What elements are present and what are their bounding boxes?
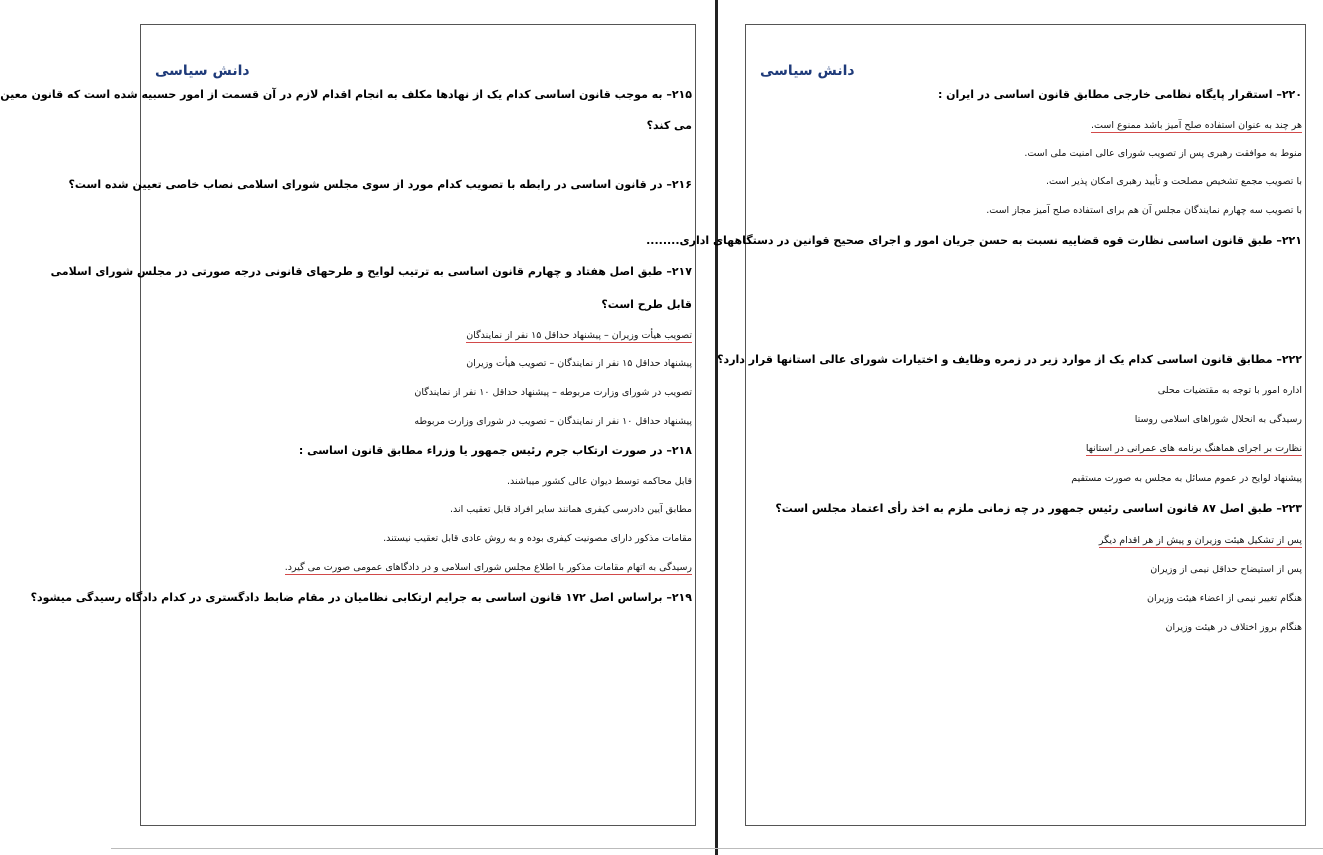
question-223-option-2: پس از استیضاح حداقل نیمی از وزیران (1150, 564, 1302, 575)
question-220-option-3: با تصویب مجمع تشخیص مصلحت و تأیید رهبری امکان پذیر است. (1045, 176, 1302, 187)
question-223: ۲۲۳– طبق اصل ۸۷ قانون اساسی رئیس جمهور در چه زمانی ملزم به اخذ رأی اعتماد مجلس است؟ (775, 502, 1302, 515)
question-222-option-4: پیشنهاد لوایح در عموم مسائل به مجلس به صورت مستقیم (1071, 473, 1302, 484)
document-page-left (0, 24, 696, 826)
option-answer: هر چند به عنوان استفاده صلح آمیز باشد ممنوع است. (1091, 120, 1302, 131)
option-answer: تصویب هیأت وزیران – پیشنهاد حداقل ۱۵ نفر از نمایندگان (466, 330, 692, 341)
bottom-edge-line (111, 848, 1323, 849)
page-header-title: دانش سیاسی (760, 63, 855, 79)
question-218-option-3: مقامات مذکور دارای مصونیت کیفری بوده و به روش عادی قابل تعقیب نیستند. (383, 533, 692, 544)
question-223-option-1 (746, 535, 1305, 546)
question-218-option-1: قابل محاکمه توسط دیوان عالی کشور میباشند. (507, 476, 692, 487)
question-220-option-1 (746, 120, 1305, 131)
question-220: ۲۲۰– استقرار پایگاه نظامی خارجی مطابق قانون اساسی در ایران : (937, 88, 1302, 101)
question-220-option-4: با تصویب سه چهارم نمایندگان مجلس آن هم برای استفاده صلح آمیز مجاز است. (986, 205, 1302, 216)
question-221: ۲۲۱– طبق قانون اساسی نظارت قوه قضاییه نسبت به حسن جریان امور و اجرای صحیح قوانین در دستگاههای اداری........ (646, 234, 1302, 247)
question-219: ۲۱۹– براساس اصل ۱۷۲ قانون اساسی به جرایم ارتکابی نظامیان در مقام ضابط دادگستری در کدام دادگاه رسیدگی میشود؟ (30, 591, 692, 604)
question-218-option-2: مطابق آیین دادرسی کیفری همانند سایر افراد قابل تعقیب اند. (449, 504, 692, 515)
question-217-line1: ۲۱۷– طبق اصل هفتاد و چهارم قانون اساسی به ترتیب لوایح و طرحهای قانونی درجه صورتی در مجلس شورای اسلامی (50, 265, 692, 278)
question-222-option-3 (746, 443, 1305, 454)
question-222: ۲۲۲– مطابق قانون اساسی کدام یک از موارد زیر در زمره وظایف و اختیارات شورای عالی استانها قرار دارد؟ (717, 353, 1302, 366)
question-217-line2: قابل طرح است؟ (601, 298, 692, 311)
question-217-option-4: پیشنهاد حداقل ۱۰ نفر از نمایندگان – تصویب در شورای وزارت مربوطه (414, 416, 692, 427)
question-215-line1: ۲۱۵– به موجب قانون اساسی کدام یک از نهادها مکلف به انجام اقدام لازم در آن قسمت از امور حسبیه شده است که قانون معین (0, 88, 692, 101)
question-215-line2: می کند؟ (646, 119, 692, 132)
question-220-option-2: منوط به موافقت رهبری پس از تصویب شورای عالی امنیت ملی است. (1024, 148, 1302, 159)
question-217-option-3: تصویب در شورای وزارت مربوطه – پیشنهاد حداقل ۱۰ نفر از نمایندگان (414, 387, 692, 398)
question-216: ۲۱۶– در قانون اساسی در رابطه با تصویب کدام مورد از سوی مجلس شورای اسلامی نصاب خاصی تعیین شده است؟ (68, 178, 692, 191)
question-217-option-1 (141, 330, 695, 341)
question-218-option-4 (141, 562, 695, 573)
option-answer: نظارت بر اجرای هماهنگ برنامه های عمرانی در استانها (1085, 443, 1302, 454)
page-header-title: دانش سیاسی (155, 63, 250, 79)
option-answer: رسیدگی به اتهام مقامات مذکور با اطلاع مجلس شورای اسلامی و در دادگاهای عمومی صورت می گیرد. (284, 562, 692, 573)
question-217-option-2: پیشنهاد حداقل ۱۵ نفر از نمایندگان – تصویب هیأت وزیران (466, 358, 692, 369)
question-222-option-2: رسیدگی به انحلال شوراهای اسلامی روستا (1134, 414, 1302, 425)
option-answer: پس از تشکیل هیئت وزیران و پیش از هر اقدام دیگر (1098, 535, 1302, 546)
question-223-option-3: هنگام تغییر نیمی از اعضاء هیئت وزیران (1146, 593, 1302, 604)
page-gutter-divider (715, 0, 718, 855)
question-218: ۲۱۸– در صورت ارتکاب جرم رئیس جمهور یا وزراء مطابق قانون اساسی : (298, 444, 692, 457)
question-223-option-4: هنگام بروز اختلاف در هیئت وزیران (1165, 622, 1302, 633)
question-222-option-1: اداره امور با توجه به مقتضیات محلی (1157, 385, 1302, 396)
